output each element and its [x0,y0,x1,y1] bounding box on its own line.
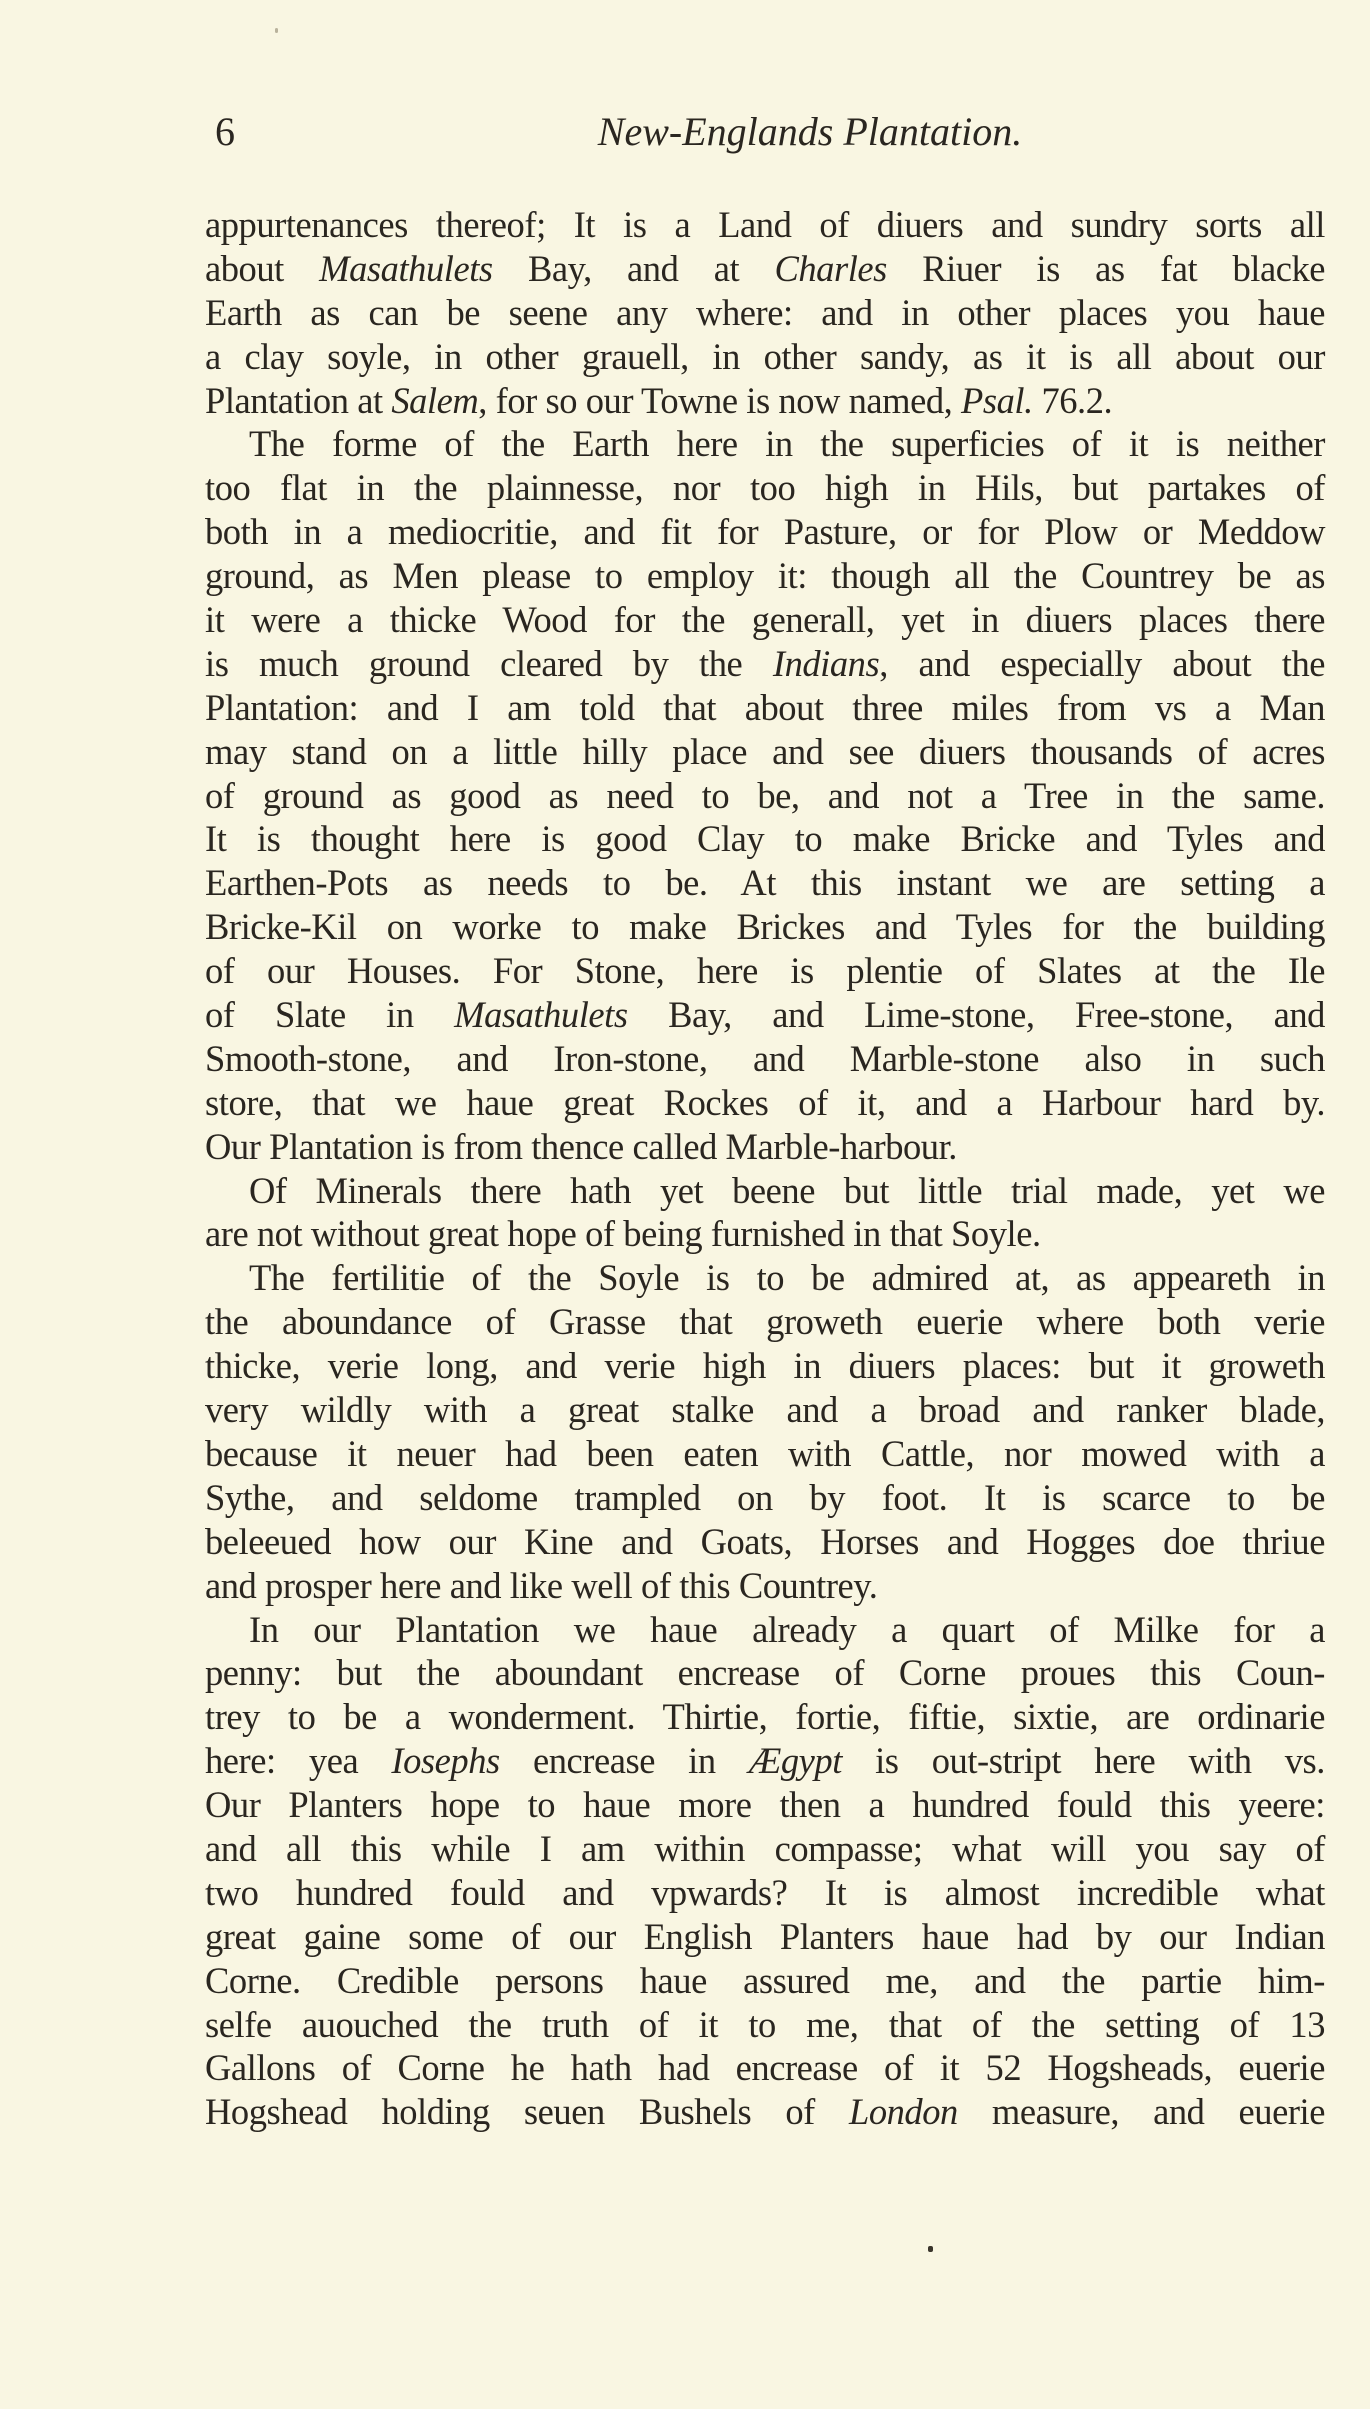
italic-text-run: Iosephs [391,1740,500,1782]
italic-text-run: Salem [391,379,479,421]
text-line [205,686,1325,730]
text-line [205,1476,1325,1520]
text-run: Of Minerals there hath yet beene but little trial made, yet we [249,1169,1325,1211]
text-run: here: yea [205,1740,392,1782]
text-run: it were a thicke Wood for the generall, yet in diuers places there [205,599,1325,641]
text-run: It is thought here is good Clay to make Bricke and Tyles and [205,818,1325,860]
text-run: Hogshead holding seuen Bushels of [205,2091,849,2133]
text-run: because it neuer had been eaten with Cattle, nor mowed with a [205,1432,1325,1474]
text-run: Earth as can be seene any where: and in other places you haue [205,291,1325,333]
text-line [205,510,1325,554]
text-line [205,598,1325,642]
text-run: Our Planters hope to haue more then a hundred fould this yeere: [205,1784,1325,1826]
text-line [205,466,1325,510]
text-line [205,1915,1325,1959]
text-run: and all this while I am within compasse; what will you say of [205,1827,1325,1869]
text-run: Plantation: and I am told that about three miles from vs a Man [205,686,1325,728]
text-run: Earthen-Pots as needs to be. At this instant we are setting a [205,862,1325,904]
paper-speck [275,28,278,33]
italic-text-run: Psal. [960,379,1033,421]
text-line [205,1695,1325,1739]
text-run: trey to be a wonderment. Thirtie, fortie, fiftie, sixtie, are ordinarie [205,1696,1325,1738]
text-run: of Slate in [205,994,455,1036]
italic-text-run: Charles [774,247,887,289]
text-line [205,905,1325,949]
text-line [205,1169,1325,1213]
text-line [205,1783,1325,1827]
text-line [205,1739,1325,1783]
text-line [205,379,1325,423]
paragraph [205,1256,1325,1607]
text-run: encrease in [499,1740,749,1782]
text-line [205,1520,1325,1564]
text-run: are not without great hope of being furnished in that Soyle. [205,1213,1041,1255]
text-line [205,730,1325,774]
text-run: the aboundance of Grasse that groweth euerie where both verie [205,1301,1325,1343]
text-run: Corne. Credible persons haue assured me, and the partie him- [205,1959,1325,2001]
text-line [205,1300,1325,1344]
italic-text-run: Ægypt [748,1740,842,1782]
text-run: measure, and euerie [957,2091,1325,2133]
text-run: Bay, and Lime-stone, Free-stone, and [627,994,1325,1036]
text-run: Bay, and at [492,247,775,289]
text-line [205,1125,1325,1169]
paragraph [205,422,1325,1168]
italic-text-run: Indians [772,642,880,684]
text-line [205,203,1325,247]
text-line [205,1256,1325,1300]
text-run: In our Plantation we haue already a quart of Milke for a [249,1608,1325,1650]
text-run: ground, as Men please to employ it: though all the Countrey be as [205,555,1325,597]
paragraph [205,203,1325,422]
running-header [205,108,1325,158]
text-line [205,1432,1325,1476]
text-line [205,1037,1325,1081]
running-title: New-Englands Plantation. [597,109,1023,154]
text-line [205,1564,1325,1608]
text-line [205,1081,1325,1125]
paragraph [205,1608,1325,2135]
text-line [205,1344,1325,1388]
text-line [205,422,1325,466]
text-run: Plantation at [205,379,392,421]
text-run: a clay soyle, in other grauell, in other sandy, as it is all about our [205,335,1325,377]
text-run: very wildly with a great stalke and a broad and ranker blade, [205,1389,1325,1431]
text-run: of ground as good as need to be, and not a Tree in the same. [205,774,1325,816]
text-line [205,1608,1325,1652]
text-run: and prosper here and like well of this Countrey. [205,1564,878,1606]
text-line [205,554,1325,598]
text-run: , and especially about the [879,642,1325,684]
text-line [205,861,1325,905]
text-run: too flat in the plainnesse, nor too high in Hils, but partakes of [205,467,1325,509]
text-run: Riuer is as fat blacke [886,247,1325,289]
paragraph [205,1169,1325,1257]
text-run: of our Houses. For Stone, here is plentie of Slates at the Ile [205,950,1325,992]
text-line [205,993,1325,1037]
italic-text-run: Masathulets [454,994,628,1036]
text-line [205,949,1325,993]
text-run: Sythe, and seldome trampled on by foot. It is scarce to be [205,1476,1325,1518]
page-number: 6 [215,109,235,154]
text-run: great gaine some of our English Planters haue had by our Indian [205,1915,1325,1957]
text-run: , for so our Towne is now named, [478,379,961,421]
text-line [205,1212,1325,1256]
text-run: is much ground cleared by the [205,642,773,684]
text-run: is out-stript here with vs. [841,1740,1325,1782]
text-line [205,1651,1325,1695]
text-line [205,2090,1325,2134]
text-line [205,1827,1325,1871]
text-run: may stand on a little hilly place and see diuers thousands of acres [205,730,1325,772]
text-line [205,291,1325,335]
italic-text-run: London [848,2091,958,2133]
text-run: Bricke-Kil on worke to make Brickes and Tyles for the building [205,906,1325,948]
text-line [205,247,1325,291]
text-run: store, that we haue great Rockes of it, and a Harbour hard by. [205,1081,1325,1123]
text-line [205,335,1325,379]
text-run: 76.2. [1032,379,1113,421]
text-run: penny: but the aboundant encrease of Corne proues this Coun- [205,1652,1325,1694]
text-run: selfe auouched the truth of it to me, that of the setting of 13 [205,2003,1325,2045]
text-run: appurtenances thereof; It is a Land of diuers and sundry sorts all [205,204,1325,245]
body-text [205,203,1325,2134]
text-run: both in a mediocritie, and fit for Pasture, or for Plow or Meddow [205,511,1325,553]
text-line [205,1959,1325,2003]
text-run: thicke, verie long, and verie high in diuers places: but it groweth [205,1345,1325,1387]
text-line [205,1388,1325,1432]
text-line [205,2046,1325,2090]
signature-mark [928,2246,933,2252]
text-run: two hundred fould and vpwards? It is almost incredible what [205,1871,1325,1913]
text-run: The fertilitie of the Soyle is to be admired at, as appeareth in [249,1257,1325,1299]
text-run: The forme of the Earth here in the superficies of it is neither [249,423,1325,465]
text-run: Our Plantation is from thence called Marble-harbour. [205,1125,957,1167]
italic-text-run: Masathulets [319,247,493,289]
text-line [205,774,1325,818]
text-run: Smooth-stone, and Iron-stone, and Marble-stone also in such [205,1037,1325,1079]
text-line [205,1871,1325,1915]
text-line [205,817,1325,861]
text-line [205,2003,1325,2047]
text-run: Gallons of Corne he hath had encrease of it 52 Hogsheads, euerie [205,2047,1325,2089]
text-line [205,642,1325,686]
text-run: beleeued how our Kine and Goats, Horses and Hogges doe thriue [205,1520,1325,1562]
text-run: about [205,247,320,289]
